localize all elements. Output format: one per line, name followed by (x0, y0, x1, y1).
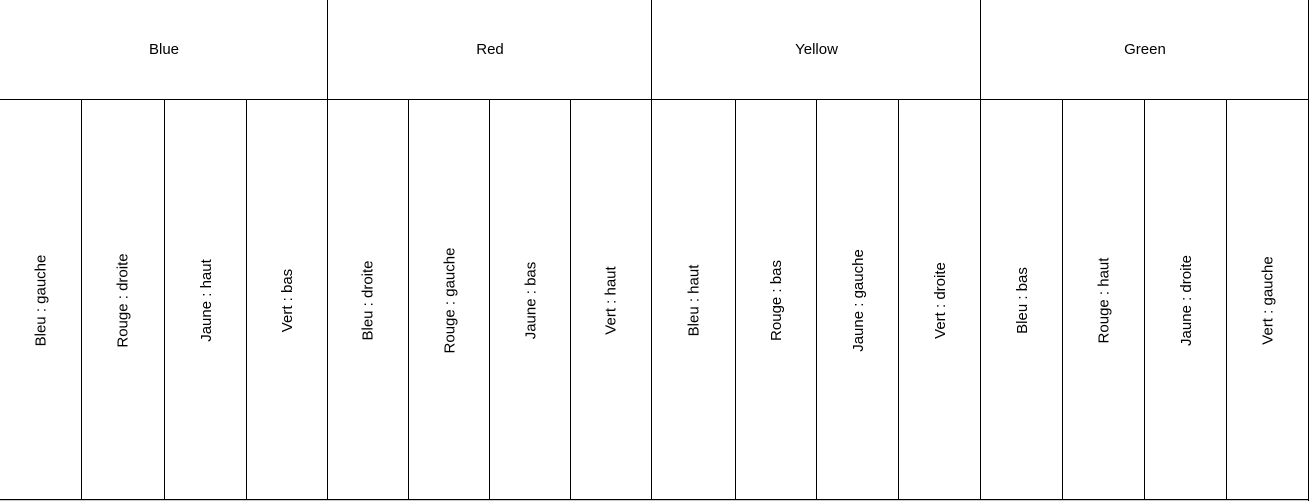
header-row (0, 0, 1309, 100)
table-cell (1226, 100, 1309, 500)
table-cell (735, 100, 817, 500)
group-title: Green (1124, 41, 1166, 58)
group-title: Yellow (795, 41, 838, 58)
cell-text: Bleu : haut (685, 264, 703, 336)
group-header-green (980, 0, 1309, 100)
table-cell (0, 100, 82, 500)
table-cell (327, 100, 409, 500)
table-cell (816, 100, 899, 500)
table-cell (651, 100, 736, 500)
cell-text: Rouge : droite (115, 252, 133, 348)
body-row (0, 100, 1309, 500)
table-cell (81, 100, 165, 500)
cell-text: Rouge : gauche (441, 247, 459, 353)
group-title: Blue (148, 41, 180, 58)
cell-text: Jaune : haut (197, 258, 215, 342)
cell-text: Rouge : haut (1095, 257, 1113, 343)
cell-text: Vert : haut (602, 265, 620, 335)
group-title: Red (476, 41, 504, 58)
cell-text: Jaune : gauche (849, 248, 867, 352)
table-cell (980, 100, 1063, 500)
cell-text: Vert : bas (279, 268, 296, 332)
group-header-yellow (651, 0, 981, 100)
cell-text: Rouge : bas (767, 259, 785, 341)
table-cell (1062, 100, 1145, 500)
group-header-blue (0, 0, 328, 100)
table-cell (489, 100, 571, 500)
table-bottom-border (0, 499, 1309, 500)
group-header-red (327, 0, 652, 100)
table-cell (164, 100, 247, 500)
cell-text: Jaune : droite (1177, 254, 1195, 346)
table-cell (1144, 100, 1227, 500)
cell-text: Jaune : bas (522, 261, 539, 339)
cell-text: Bleu : gauche (32, 254, 50, 346)
table-cell (246, 100, 328, 500)
cell-text: Vert : gauche (1259, 255, 1277, 345)
cell-text: Vert : droite (931, 261, 949, 339)
table-cell (570, 100, 652, 500)
cell-text: Bleu : droite (359, 259, 377, 341)
table-cell (898, 100, 981, 500)
cell-text: Bleu : bas (1013, 266, 1031, 334)
table-cell (408, 100, 490, 500)
